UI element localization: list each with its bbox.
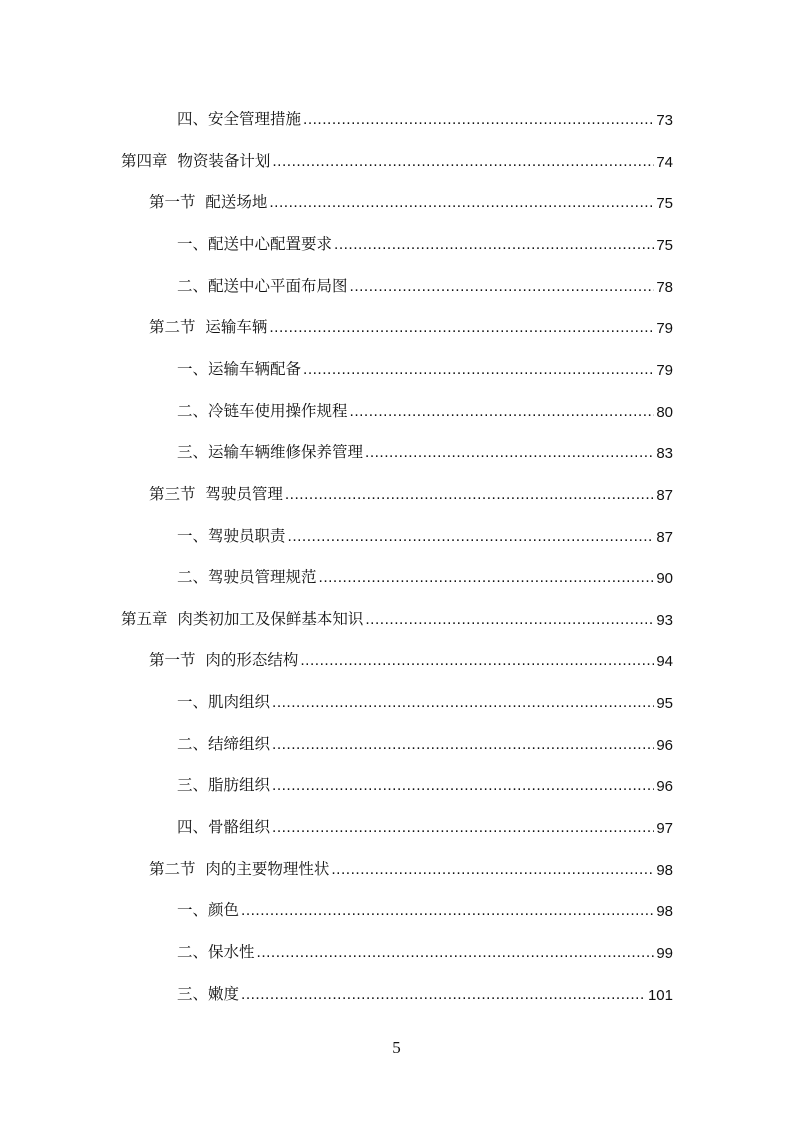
toc-entry[interactable]: [149, 646, 673, 670]
toc-entry[interactable]: [177, 397, 673, 421]
dot-leader: [300, 652, 654, 670]
toc-entry-title: 四、骨骼组织: [177, 818, 271, 837]
dot-leader: [272, 153, 654, 171]
toc-entry-title: 二、配送中心平面布局图: [177, 276, 348, 295]
toc-entry-page: 98: [656, 861, 673, 879]
toc-entry[interactable]: [177, 230, 673, 254]
dot-leader: [334, 236, 654, 254]
toc-entry-page: 80: [656, 403, 673, 421]
toc-entry-title: 三、嫩度: [177, 984, 240, 1003]
toc-entry-page: 75: [656, 195, 673, 213]
toc-entry-title: 一、运输车辆配备: [177, 359, 302, 378]
toc-entry-page: 73: [656, 112, 673, 129]
toc-entry[interactable]: [177, 688, 673, 712]
toc-entry-page: 75: [656, 236, 673, 254]
toc-entry-page: 101: [647, 986, 673, 1004]
toc-entry-page: 98: [656, 903, 673, 921]
dot-leader: [269, 319, 654, 337]
toc-entry-title: 一、驾驶员职责: [177, 526, 286, 545]
dot-leader: [303, 111, 654, 129]
dot-leader: [350, 278, 655, 296]
toc-entry[interactable]: [177, 355, 673, 379]
toc-entry-title: 二、结缔组织: [177, 734, 271, 753]
toc-entry-page: 78: [656, 278, 673, 296]
toc-entry-title: 第五章 肉类初加工及保鲜基本知识: [121, 609, 364, 628]
toc-entry-title: 第一节 配送场地: [149, 193, 268, 212]
dot-leader: [331, 861, 654, 879]
dot-leader: [319, 569, 655, 587]
toc-entry-title: 二、冷链车使用操作规程: [177, 401, 348, 420]
toc-entry-page: 87: [656, 528, 673, 546]
toc-entry-page: 94: [656, 653, 673, 671]
toc-entry-page: 79: [656, 361, 673, 379]
toc-entry[interactable]: [177, 771, 673, 795]
toc-entry-title: 一、配送中心配置要求: [177, 234, 333, 253]
toc-entry-title: 第二节 肉的主要物理性状: [149, 859, 330, 878]
toc-entry[interactable]: [177, 272, 673, 296]
toc-entry-title: 第四章 物资装备计划: [121, 151, 271, 170]
toc-entry-title: 二、保水性: [177, 943, 255, 961]
toc-entry[interactable]: [149, 855, 673, 879]
toc-entry-page: 79: [656, 320, 673, 338]
toc-entry[interactable]: [177, 730, 673, 754]
dot-leader: [241, 986, 646, 1004]
dot-leader: [365, 611, 654, 629]
toc-entry-title: 第三节 驾驶员管理: [149, 484, 283, 503]
toc-entry-page: 96: [656, 736, 673, 754]
dot-leader: [272, 777, 654, 795]
toc-entry[interactable]: [121, 605, 673, 629]
toc-entry-title: 一、肌肉组织: [177, 693, 271, 712]
toc-entry-page: 97: [656, 820, 673, 838]
dot-leader: [288, 528, 655, 546]
dot-leader: [303, 361, 654, 379]
toc-entry[interactable]: [177, 105, 673, 129]
toc-entry[interactable]: [177, 938, 673, 962]
dot-leader: [269, 194, 654, 212]
toc-entry-title: 四、安全管理措施: [177, 110, 302, 128]
toc-entry[interactable]: [177, 980, 673, 1004]
dot-leader: [365, 444, 654, 462]
dot-leader: [272, 819, 654, 837]
toc-entry-title: 三、运输车辆维修保养管理: [177, 443, 364, 462]
toc-entry[interactable]: [121, 147, 673, 171]
dot-leader: [272, 694, 654, 712]
toc-entry-title: 三、脂肪组织: [177, 776, 271, 795]
toc-entry-page: 99: [656, 945, 673, 962]
toc-entry-title: 一、颜色: [177, 901, 240, 920]
page-number: 5: [392, 1038, 401, 1057]
dot-leader: [257, 944, 655, 962]
toc-entry-title: 二、驾驶员管理规范: [177, 568, 317, 587]
toc-entry[interactable]: [177, 563, 673, 587]
toc-entry[interactable]: [149, 480, 673, 504]
toc-entry-page: 83: [656, 445, 673, 463]
dot-leader: [350, 403, 655, 421]
dot-leader: [272, 736, 654, 754]
toc-entry[interactable]: [149, 313, 673, 337]
toc-entry[interactable]: [177, 813, 673, 837]
toc-entry-page: 74: [656, 153, 673, 171]
toc-entry-page: 96: [656, 778, 673, 796]
toc-entry-page: 87: [656, 486, 673, 504]
toc-entry[interactable]: [177, 522, 673, 546]
toc-entry-title: 第一节 肉的形态结构: [149, 651, 299, 670]
toc-entry-page: 90: [656, 570, 673, 588]
toc-entry-page: 95: [656, 695, 673, 713]
dot-leader: [285, 486, 654, 504]
toc-entry-page: 93: [656, 611, 673, 629]
toc-entry[interactable]: [149, 188, 673, 212]
toc-entry[interactable]: [177, 438, 673, 462]
toc-entry-title: 第二节 运输车辆: [149, 318, 268, 337]
dot-leader: [241, 902, 654, 920]
toc-entry[interactable]: [177, 896, 673, 920]
